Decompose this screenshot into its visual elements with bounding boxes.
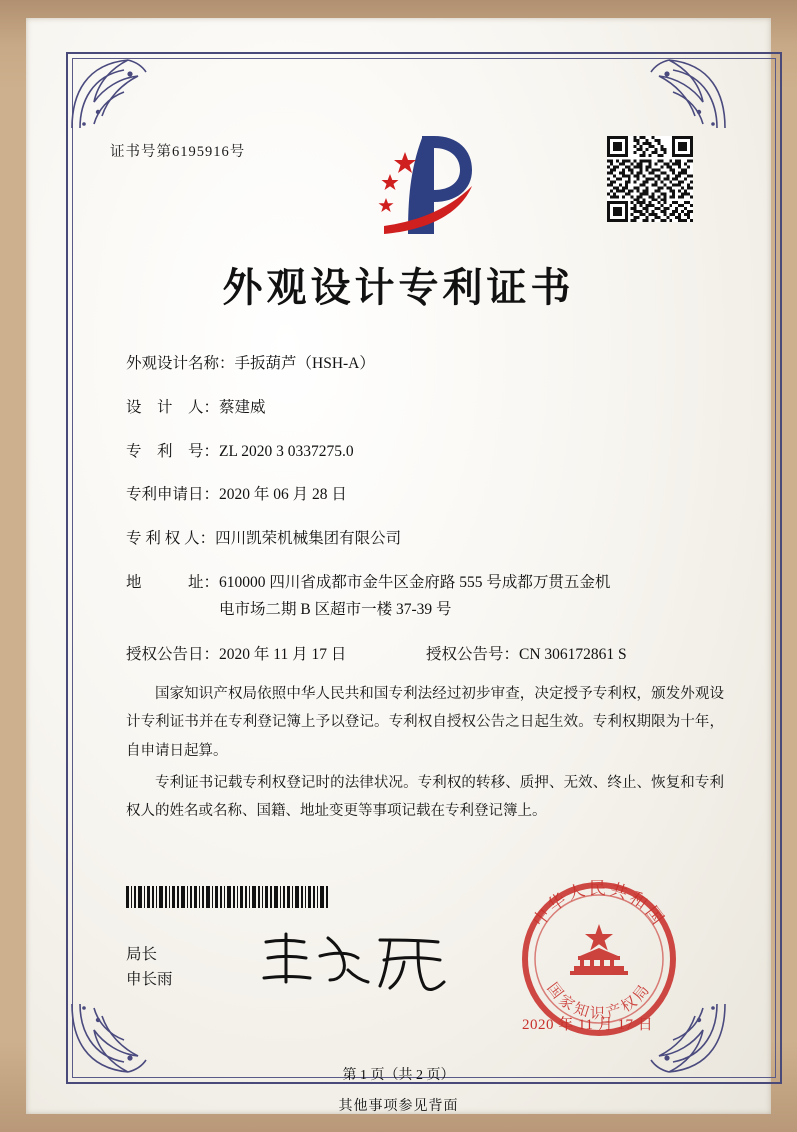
paragraph-2: 专利证书记载专利权登记时的法律状况。专利权的转移、质押、无效、终止、恢复和专利权人的姓名或名称、国籍、地址变更等事项记载在专利登记簿上。 [126,774,724,820]
field-list [126,352,726,672]
paragraph-1: 国家知识产权局依照中华人民共和国专利法经过初步审查，决定授予专利权，颁发外观设计专利证书并在专利登记簿上予以登记。专利权自授权公告之日起生效。专利权期限为十年，自申请日起算。 [126,686,724,759]
page-title: 外观设计专利证书 [222,264,575,311]
field-label: 授权公告号： [426,645,520,663]
corner-ornament-top-right [637,54,729,132]
page-number: 第 1 页（共 2 页） [342,1068,455,1083]
signature-block [126,943,173,993]
seal-date: 2020 年 11 月 17 日 [522,1017,654,1033]
certificate-sheet [26,18,771,1114]
field-address [126,571,726,622]
address-line-1: 610000 四川省成都市金牛区金府路 555 号成都万贯五金机 [219,573,611,591]
field-value: 蔡建威 [219,398,266,416]
field-patentee [126,527,726,550]
field-grant-row [126,642,726,664]
field-patent-number [126,440,726,463]
field-label: 专 利 号： [126,442,220,460]
address-line-2: 电市场二期 B 区超市一楼 37-39 号 [219,601,452,618]
field-grant-date [126,642,426,664]
cnipa-emblem-icon [362,130,488,242]
field-value: CN 306172861 S [519,645,627,663]
field-value: 2020 年 11 月 17 日 [219,645,347,663]
field-label: 专 利 权 人： [126,530,216,547]
barcode-icon [126,886,330,908]
field-label: 设 计 人： [126,398,220,416]
certificate-number: 证书号第6195916号 [110,144,246,160]
field-designer [126,396,726,419]
signer-title: 局长 [126,946,158,963]
footer-note: 其他事项参见背面 [338,1099,459,1114]
legal-text [126,680,724,829]
field-value: ZL 2020 3 0337275.0 [219,442,354,460]
field-value [219,571,726,622]
field-value: 四川凯荣机械集团有限公司 [215,530,402,547]
svg-text:中华人民共和国: 中华人民共和国 [529,879,669,931]
field-label: 专利申请日： [126,486,220,504]
handwritten-signature [258,926,458,996]
field-value: 手扳葫芦（HSH-A） [234,355,375,372]
field-label: 授权公告日： [126,645,220,663]
field-grant-number [426,642,726,664]
field-application-date [126,483,726,506]
field-label: 外观设计名称： [126,355,235,372]
field-value: 2020 年 06 月 28 日 [219,486,347,504]
signer-name: 申长雨 [126,970,173,988]
field-design-name [126,352,726,375]
qr-code-icon [607,136,693,222]
field-label: 地 址： [126,573,220,591]
svg-text:国家知识产权局: 国家知识产权局 [543,979,655,1022]
corner-ornament-top-left [68,54,160,132]
